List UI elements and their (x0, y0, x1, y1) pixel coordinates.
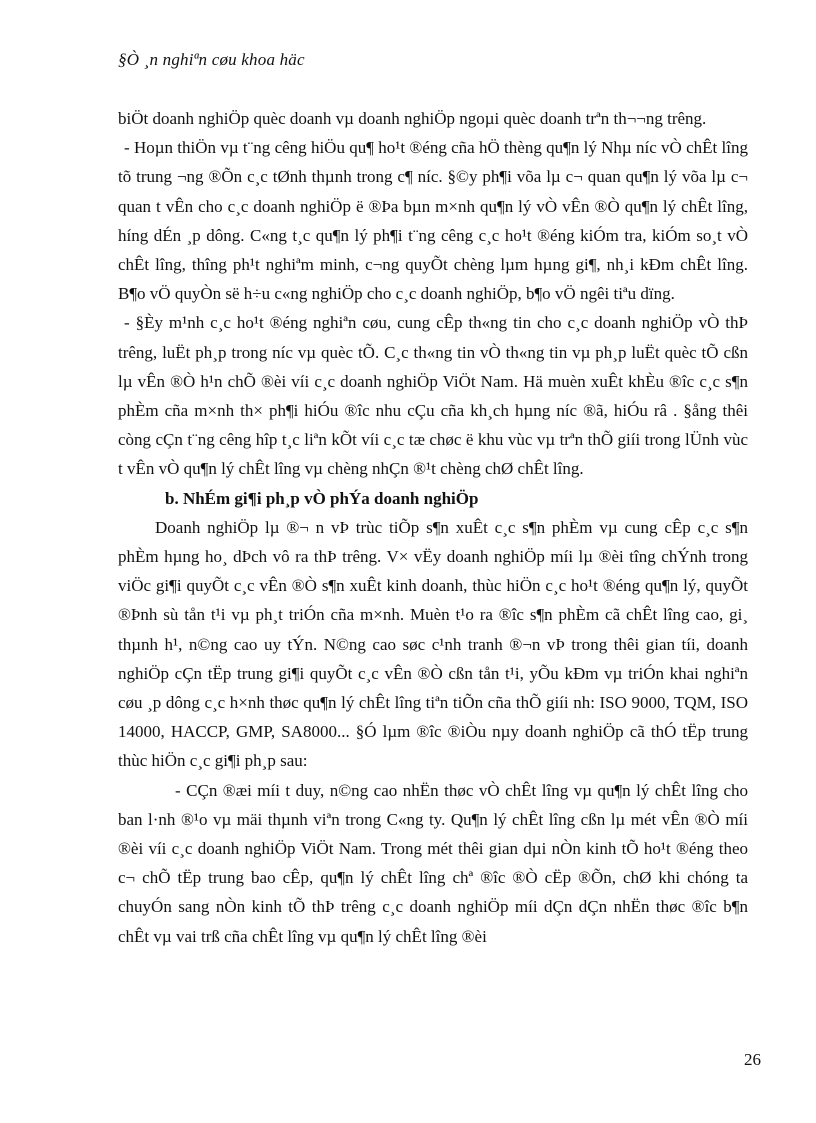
page-header: §Ò ¸n nghiªn cøu khoa häc (118, 50, 305, 69)
paragraph-continuation: biÖt doanh nghiÖp quèc doanh vµ doanh nghiÖp ngoµi quèc doanh trªn th¬¬ng trêng. (118, 109, 707, 128)
document-body (118, 104, 748, 951)
paragraph-state-management: - Hoµn thiÖn vµ t¨ng cêng hiÖu qu¶ ho¹t ®éng cña hÖ thèng qu¶n lý Nhµ níc vÒ chÊt lîng tõ trung ¬ng ®Õn c¸c tØnh thµnh trong c¶ níc. §©y ph¶i võa lµ c¬ quan qu¶n lý võa lµ c¬ quan t vÊn cho c¸c doanh nghiÖp ë ®Þa bµn m×nh qu¶n lý vÒ vÊn ®Ò qu¶n lý chÊt lîng, híng dÉn ¸p dông. C«ng t¸c qu¶n lý ph¶i t¨ng cêng c¸c ho¹t ®éng kiÓm tra, kiÓm so¸t vÒ chÊt lîng, thîng ph¹t nghiªm minh, c¬ng quyÕt chèng lµm hµng gi¶, nh¸i kÐm chÊt lîng. B¶o vÖ quyÒn së h÷u c«ng nghiÖp cho c¸c doanh nghiÖp, b¶o vÖ ngêi tiªu dïng. (118, 138, 748, 304)
paragraph-mindset: - CÇn ®æi míi t duy, n©ng cao nhËn thøc vÒ chÊt lîng vµ qu¶n lý chÊt lîng cho ban l·nh ®¹o vµ mäi thµnh viªn trong C«ng ty. Qu¶n lý chÊt lîng cßn lµ mét vÊn ®Ò míi ®èi víi c¸c doanh nghiÖp ViÖt Nam. Trong mét thêi gian dµi nÒn kinh tÕ ho¹t ®éng theo c¬ chÕ tËp trung bao cÊp, qu¶n lý chÊt lîng chª ®îc ®Ò cËp ®Õn, chØ khi chóng ta chuyÓn sang nÒn kinh tÕ thÞ trêng c¸c doanh nghiÖp míi dÇn dÇn nhËn thøc ®îc b¶n chÊt vµ vai trß cña chÊt lîng vµ qu¶n lý chÊt lîng ®èi (118, 780, 748, 946)
paragraph-enterprise: Doanh nghiÖp lµ ®¬ n vÞ trùc tiÕp s¶n xuÊt c¸c s¶n phÈm vµ cung cÊp c¸c s¶n phÈm hµng ho¸ dÞch vô ra thÞ trêng. V× vËy doanh nghiÖp míi lµ ®èi tîng chÝnh trong viÖc gi¶i quyÕt c¸c vÊn ®Ò s¶n xuÊt kinh doanh, thùc hiÖn c¸c ho¹t ®éng qu¶n lý, quyÕt ®Þnh sù tån t¹i vµ ph¸t triÓn cña m×nh. Muèn t¹o ra ®îc s¶n phÈm cã chÊt lîng cao, gi¸ thµnh h¹, n©ng cao uy tÝn. N©ng cao søc c¹nh tranh ®¬n vÞ trong thêi gian tíi, doanh nghiÖp cÇn tËp trung gi¶i quyÕt c¸c vÊn ®Ò cßn tån t¹i, yÕu kÐm vµ triÓn khai nghiªn cøu ¸p dông c¸c h×nh thøc qu¶n lý chÊt lîng tiªn tiÕn cña thÕ giíi nh: ISO 9000, TQM, ISO 14000, HACCP, GMP, SA8000... §Ó lµm ®îc ®iÒu nµy doanh nghiÖp cã thÓ tËp trung thùc hiÖn c¸c gi¶i ph¸p sau: (118, 517, 748, 771)
page-number: 26 (744, 1050, 761, 1069)
paragraph-research-info: - §Èy m¹nh c¸c ho¹t ®éng nghiªn cøu, cung cÊp th«ng tin cho c¸c doanh nghiÖp vÒ thÞ trêng, luËt ph¸p trong níc vµ quèc tÕ. C¸c th«ng tin vÒ th«ng tin vµ ph¸p luËt quèc tÕ cßn lµ vÊn ®Ò h¹n chÕ ®èi víi c¸c doanh nghiÖp ViÖt Nam. Hä muèn xuÊt khÈu ®îc c¸c s¶n phÈm cña m×nh th× ph¶i hiÓu ®îc nhu cÇu cña kh¸ch hµng níc ®ã, hiÓu râ . §ång thêi còng cÇn t¨ng cêng hîp t¸c liªn kÕt víi c¸c tæ chøc ë khu vùc vµ trªn thÕ giíi trong lÜnh vùc t vÊn vÒ qu¶n lý chÊt lîng vµ chèng nhÇn ®¹t chèng chØ chÊt lîng. (118, 313, 748, 479)
section-heading: b. NhÉm gi¶i ph¸p vÒ phÝa doanh nghiÖp (165, 488, 479, 508)
